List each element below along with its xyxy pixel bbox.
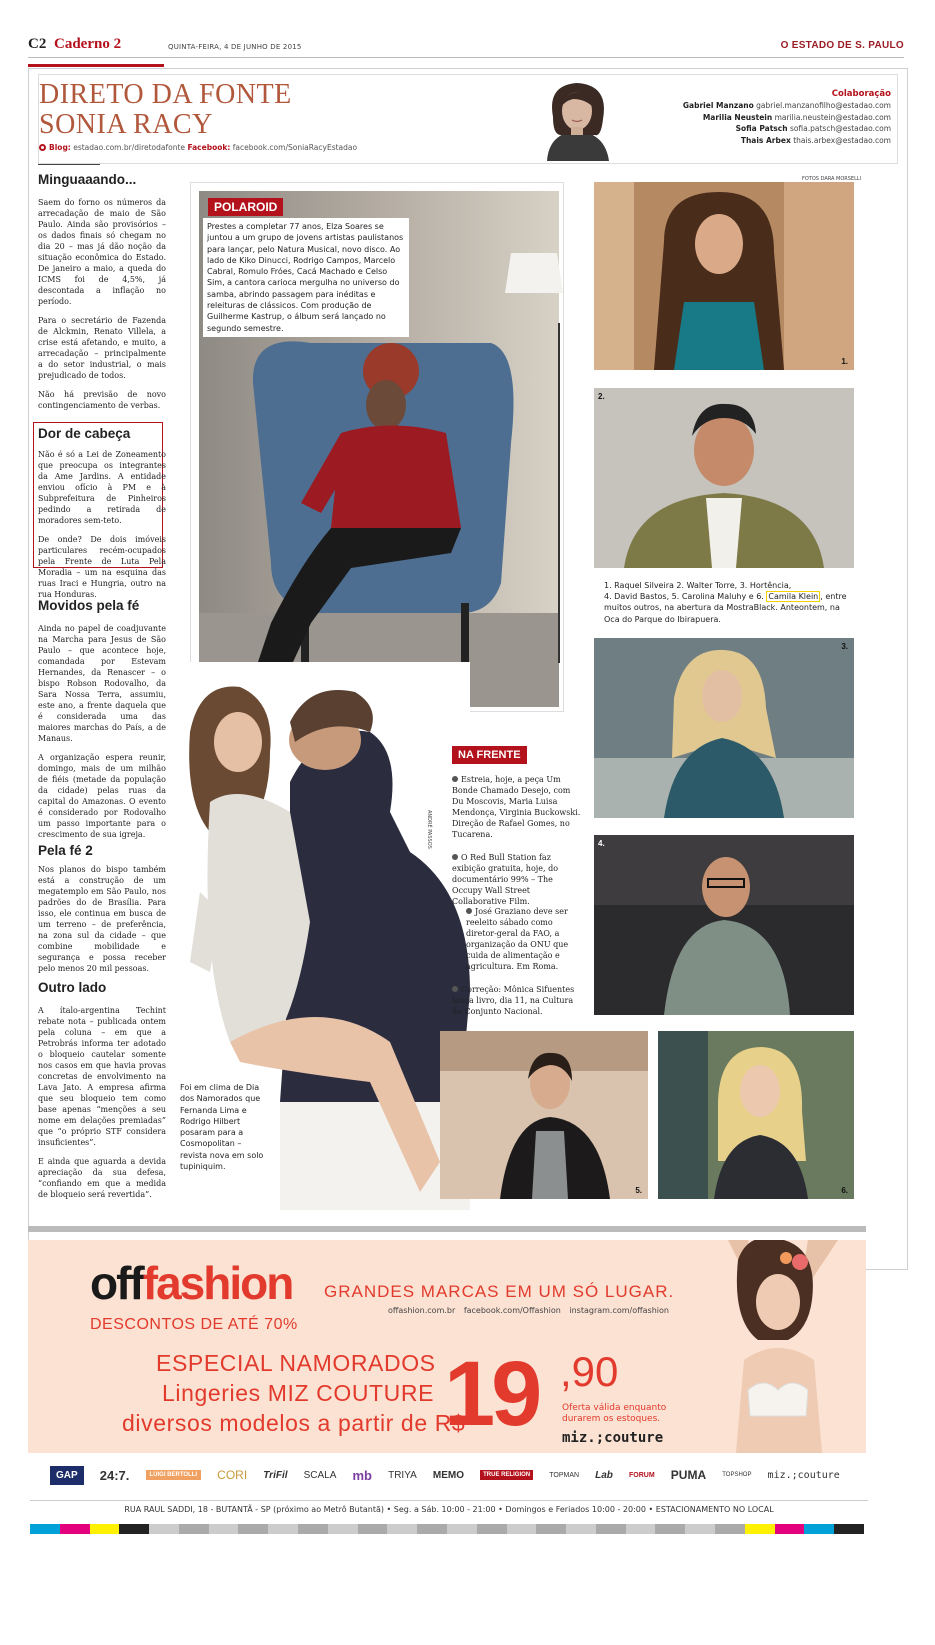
brand-logo: TRIYA <box>388 1469 417 1481</box>
brand-strip <box>50 1462 840 1488</box>
blog-link[interactable]: estadao.com.br/diretodafonte <box>73 143 186 152</box>
gallery-caption: 1. Raquel Silveira 2. Walter Torre, 3. Hortência, 4. David Bastos, 5. Carolina Maluhy e 6. Camila Klein , entre muitos outros, na abertura da MostraBlack. Anteontem, na Oca do Parque do Ibirapuera. <box>604 581 847 624</box>
photo-number: 1. <box>841 357 848 366</box>
article-movidos <box>38 598 166 840</box>
gallery-photo-3 <box>594 638 854 818</box>
article-paragraph: A ítalo-argentina Techint rebate nota – publicada ontem pela coluna – em que a Petrobrás informa ter adotado o bloqueio cautelar somente nos casos em que havia provas concretas de envolvimento na Lava Jato. A empresa afirma que seu bloqueio tem como base apenas “menções a seu nome em delações premiadas” que “o próprio STF considera insuficientes”. <box>38 1006 166 1147</box>
article-title: Outro lado <box>38 980 107 995</box>
polaroid-text: Prestes a completar 77 anos, Elza Soares se juntou a um grupo de jovens artistas paulistanos para lançar, pelo Natura Musical, novo disco. Ao lado de Kiko Dinucci, Rodrigo Campos, Marcelo Cabral, Romulo Fróes, Cacá Machado e Celso Sim, a cantora carioca mergulha no universo do samba, abrindo passagem para inéditas e releituras de clássicos. Com produção de Guilherme Kastrup, o álbum será lançado no segundo semestre. <box>203 218 409 337</box>
ad-line-3: diversos modelos a partir de R$ <box>122 1410 466 1436</box>
gallery-photo-6 <box>658 1031 854 1199</box>
brand-logo: SCALA <box>303 1469 337 1481</box>
article-title: Movidos pela fé <box>38 598 140 613</box>
ad-divider <box>28 1226 866 1232</box>
ad-line-1: ESPECIAL NAMORADOS <box>156 1350 436 1376</box>
gallery-photo-4 <box>594 835 854 1015</box>
polaroid-tag: POLAROID <box>208 198 283 216</box>
brand-logo: FORUM <box>629 1471 655 1479</box>
brand-logo: Lab <box>595 1469 613 1481</box>
article-paragraph: Nos planos do bispo também está a construção de um megatemplo em São Paulo, nos padrões do de Brasília. Para isso, ele continua em busca de um terreno – de preferência, na zona sul da cidade – que combine mobilidade e segurança e possa receber pelo menos 20 mil pessoas. <box>38 865 166 973</box>
brand-logo: 24:7. <box>99 1467 130 1483</box>
article-paragraph: Saem do forno os números da arrecadação de maio de São Paulo. Ainda são provisórios – os dados finais só chegam no dia 20 – mas já dão noção da situação econômica do Estado. De janeiro a maio, a queda do ICMS foi de 4,5%, já descontada a inflação no período. <box>38 198 166 306</box>
article-outro-lado <box>38 980 166 1200</box>
nafrente-tag: NA FRENTE <box>452 746 527 764</box>
article-minguaaando <box>38 172 166 411</box>
article-pela-fe <box>38 843 166 974</box>
brand-logo: TRUE RELIGION <box>480 1470 533 1480</box>
brand-logo: TOPMAN <box>549 1471 580 1479</box>
brand-logo: mb <box>352 1467 372 1483</box>
article-title: Minguaaando... <box>38 172 137 187</box>
collab-entry: Sofia Patsch sofia.patsch@estadao.com <box>735 124 891 134</box>
nafrente-item: José Graziano deve ser reeleito sábado como diretor-geral da FAO, a organização da ONU que cuida de alimentação e agricultura. Em Roma. <box>466 907 569 971</box>
blog-line <box>39 143 357 152</box>
ad-line-2: Lingeries MIZ COUTURE <box>162 1380 435 1406</box>
article-paragraph: Ainda no papel de coadjuvante na Marcha para Jesus de São Paulo – que acontece hoje, comandada por Estevam Hernandes, da Renascer – o bispo Robson Rodovalho, da Sara Nossa Terra, assumiu, este ano, a frente daquela que é considerada uma das maiores marchas do País, a de Manaus. <box>38 624 166 743</box>
couple-caption: Foi em clima de Dia dos Namorados que Fernanda Lima e Rodrigo Hilbert posaram para a Cosmopolitan – revista nova em solo tupiniquim. <box>180 1083 264 1172</box>
photo-number: 5. <box>635 1186 642 1195</box>
blog-label: Blog: <box>49 143 71 152</box>
nafrente-item: Estreia, hoje, a peça Um Bonde Chamado Desejo, com Du Moscovis, Maria Luisa Mendonça, Virginia Buckowski. Direção de Rafael Gomes, no Tucarena. <box>452 775 581 839</box>
page-date: QUINTA-FEIRA, 4 DE JUNHO DE 2015 <box>168 43 302 51</box>
column-header <box>38 74 898 164</box>
collab-entry: Gabriel Manzano gabriel.manzanofilho@estadao.com <box>682 101 891 111</box>
newspaper-name: O ESTADO DE S. PAULO <box>780 40 904 51</box>
brand-logo: TriFil <box>263 1469 288 1481</box>
collaborators <box>631 89 891 146</box>
couple-photo-credit: ANDRÉ PASSOS <box>426 810 432 849</box>
bullet-icon <box>466 908 472 914</box>
offashion-ad[interactable] <box>28 1240 866 1453</box>
gallery-photo-2 <box>594 388 854 568</box>
page-header <box>28 36 904 58</box>
article-title: Dor de cabeça <box>38 426 131 441</box>
store-address: RUA RAUL SADDI, 18 - BUTANTÃ - SP (próximo ao Metrô Butantã) • Seg. a Sáb. 10:00 - 21:00 • Domingos e Feriados 10:00 - 20:00 • ESTACIONAMENTO NO LOCAL <box>30 1500 868 1514</box>
bullet-icon <box>452 854 458 860</box>
page-number: C2 <box>28 36 47 52</box>
nafrente-item: O Red Bull Station faz exibição gratuita, hoje, do documentário 99% – The Occupy Wall Street Collaborative Film. <box>452 853 559 906</box>
article-title: Pela fé 2 <box>38 843 93 858</box>
ad-model-image <box>688 1240 866 1453</box>
brand-logo: PUMA <box>670 1468 707 1482</box>
columnist-portrait <box>517 77 637 161</box>
article-paragraph: Não é só a Lei de Zoneamento que preocupa os integrantes da Ame Jardins. A entidade enviou ofício à PM e à Subprefeitura de Pinheiros pedindo a retirada de moradores sem-teto. <box>38 450 166 525</box>
brand-logo: CORI <box>217 1468 248 1482</box>
collab-entry: Marilia Neustein marilia.neustein@estadao.com <box>702 112 891 122</box>
ad-tagline: GRANDES MARCAS EM UM SÓ LUGAR. <box>324 1282 675 1301</box>
brand-logo: miz.;couture <box>767 1469 840 1481</box>
article-paragraph: E ainda que aguarda a devida apreciação da sua defesa, “confiando em que a medida de bloqueio será revertida”. <box>38 1157 166 1199</box>
ad-discount: DESCONTOS DE ATÉ 70% <box>90 1316 298 1333</box>
bullet-icon <box>452 986 458 992</box>
article-paragraph: Para o secretário de Fazenda de Alckmin, Renato Villela, a crise está afetando, e muito, a arrecadação – principalmente a do setor industrial, o mais prejudicado de todos. <box>38 316 166 380</box>
collab-entry: Thais Arbex thais.arbex@estadao.com <box>740 135 891 145</box>
facebook-label: Facebook: <box>187 143 231 152</box>
photo-number: 6. <box>841 1186 848 1195</box>
photo-number: 4. <box>598 839 605 848</box>
article-dor-de-cabeca <box>38 426 166 600</box>
column-author: SONIA RACY <box>39 109 213 140</box>
photo-number: 2. <box>598 392 605 401</box>
photo-credit: FOTOS DARA MORSELLI <box>802 176 862 182</box>
ad-validity: Oferta válida enquanto durarem os estoques. <box>562 1403 667 1424</box>
column-title: DIRETO DA FONTE <box>39 79 292 110</box>
collab-title: Colaboração <box>831 89 891 99</box>
bullet-icon <box>39 144 46 151</box>
ad-logo: offfashion <box>90 1257 293 1309</box>
gallery-photo-5 <box>440 1031 648 1199</box>
ad-brand: miz.;couture <box>562 1430 664 1446</box>
facebook-link[interactable]: facebook.com/SoniaRacyEstadao <box>232 143 358 152</box>
ad-price: 19 <box>444 1343 539 1445</box>
photo-number: 3. <box>841 642 848 651</box>
print-color-bar <box>30 1524 864 1534</box>
ad-links: offashion.com.br facebook.com/Offashion instagram.com/offashion <box>388 1306 669 1315</box>
section-name: Caderno 2 <box>54 36 122 52</box>
brand-logo: TOPSHOP <box>722 1472 752 1478</box>
nafrente-item: Correção: Mônica Sifuentes lança livro, dia 11, na Cultura do Conjunto Nacional. <box>452 985 575 1016</box>
header-accent-rule <box>28 64 164 67</box>
article-paragraph: A organização espera reunir, domingo, mais de um milhão de fiéis (metade da população da cidade) pelas ruas da capital do Amazonas. O evento é considerado por Rodovalho um passo importante para o crescimento de sua igreja. <box>38 753 166 839</box>
divider <box>38 164 100 165</box>
article-paragraph: Não há previsão de novo contingenciamento de verbas. <box>38 390 166 410</box>
brand-logo: GAP <box>50 1466 84 1485</box>
brand-logo: LUIGI BERTOLLI <box>146 1470 202 1480</box>
highlighted-name: Camila Klein <box>768 592 819 602</box>
gallery-photo-1 <box>594 182 854 370</box>
bullet-icon <box>452 776 458 782</box>
ad-price-cents: ,90 <box>560 1348 619 1395</box>
brand-logo: MEMO <box>432 1469 465 1481</box>
article-paragraph: De onde? De dois imóveis particulares recém-ocupados pela Frente de Luta Pela Moradia – um na esquina das ruas Iraci e Hungria, outro na rua Honduras. <box>38 535 166 599</box>
